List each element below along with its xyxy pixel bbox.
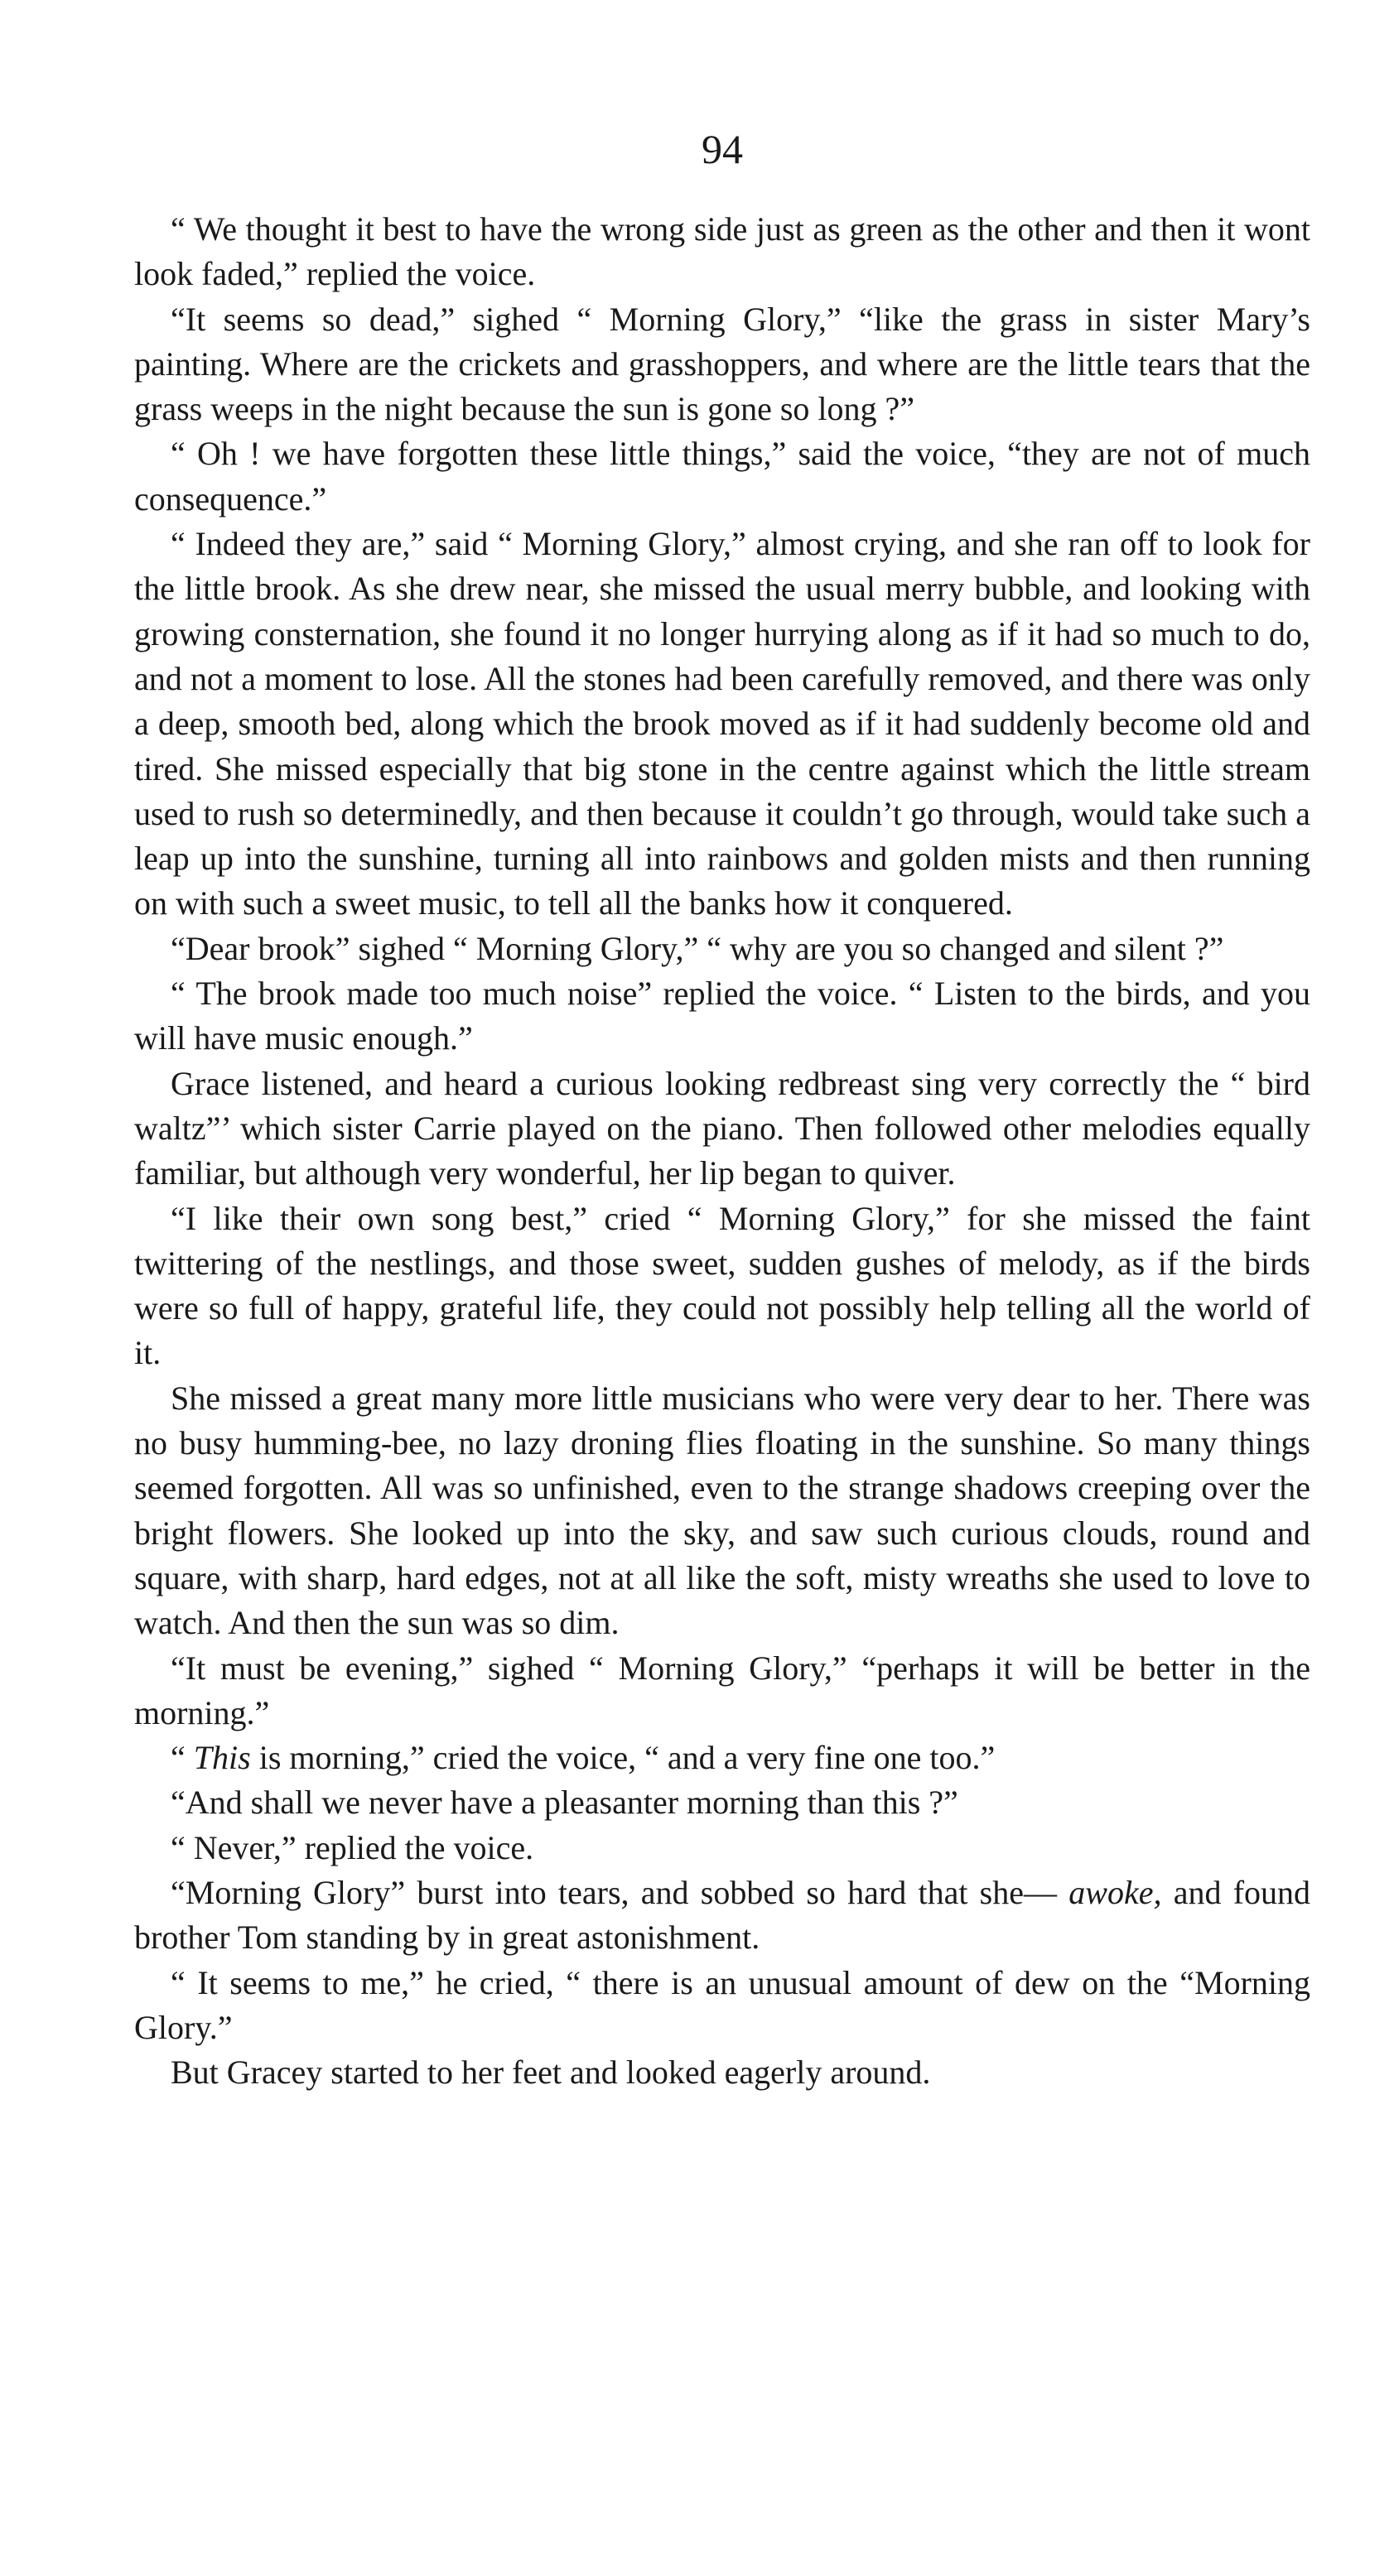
paragraph-12: “ Never,” replied the voice. — [171, 1828, 534, 1866]
paragraph-4: “ Indeed they are,” said “ Morning Glory,” almost crying, and she ran off to look for the little brook. As she drew near, she missed the usual merry bubble, and looking with growing consternation, she found it no longer hurrying along as if it had so much to do, and not a moment to lose. All the stones had been carefully removed, and there was only a deep, smooth bed, along which the brook moved as if it had suddenly become old and tired. She missed especially that big stone in the centre against which the little stream used to rush so determinedly, and then because it couldn’t go through, would take such a leap up into the sunshine, turning all into rainbows and golden mists and then running on with such a sweet music, to tell all the banks how it conquered. — [134, 525, 1310, 922]
paragraph-2: “It seems so dead,” sighed “ Morning Glory,” “like the grass in sister Mary’s painting. Where are the crickets and grasshoppers, and where are the little tears that the grass weeps in the night because the sun is gone so long ?” — [134, 300, 1310, 428]
paragraph-3: “ Oh ! we have forgotten these little things,” said the voice, “they are not of much consequence.” — [134, 435, 1310, 518]
italic-word-awoke: awoke, — [1068, 1873, 1162, 1911]
paragraph-9: She missed a great many more little musicians who were very dear to her. There was no busy humming-bee, no lazy droning flies floating in the sunshine. So many things seemed forgotten. All was so unfinished, even to the strange shadows creeping over the bright flowers. She looked up into the sky, and saw such curious clouds, round and square, with sharp, hard edges, not at all like the soft, misty wreaths she used to love to watch. And then the sun was so dim. — [134, 1379, 1310, 1642]
paragraph-11: “And shall we never have a pleasanter morning than this ?” — [171, 1784, 958, 1822]
paragraph-14: “ It seems to me,” he cried, “ there is an unusual amount of dew on the “Morning Glory.” — [134, 1963, 1310, 2046]
italic-word: This — [193, 1739, 251, 1777]
paragraph-7: Grace listened, and heard a curious looking redbreast sing very correctly the “ bird waltz”’ which sister Carrie played on the piano. Then followed other melodies equally familiar, but although very wonderful, her lip began to quiver. — [134, 1064, 1310, 1192]
paragraph-this-is-morning — [134, 1736, 1310, 1780]
paragraph-5: “Dear brook” sighed “ Morning Glory,” “ why are you so changed and silent ?” — [171, 929, 1224, 967]
paragraph-rest: and found brother Tom standing by in great astonishment. — [134, 1873, 1311, 1957]
paragraph-1: “ We thought it best to have the wrong side just as green as the other and then it wont look faded,” replied the voice. — [134, 210, 1310, 293]
open-quote: “ — [171, 1739, 194, 1777]
paragraph-rest: is morning,” cried the voice, “ and a very fine one too.” — [250, 1739, 996, 1777]
paragraph-burst-into-tears — [134, 1871, 1310, 1961]
paragraph-10: “It must be evening,” sighed “ Morning Glory,” “perhaps it will be better in the morning.” — [134, 1649, 1310, 1731]
paragraph-start: “Morning Glory” burst into tears, and sobbed so hard that she— — [171, 1873, 1058, 1911]
page-number: 94 — [702, 126, 743, 172]
book-page — [134, 124, 1310, 2095]
paragraph-15: But Gracey started to her feet and looked eagerly around. — [171, 2054, 931, 2092]
paragraph-6: “ The brook made too much noise” replied the voice. “ Listen to the birds, and you will have music enough.” — [134, 975, 1310, 1057]
paragraph-8: “I like their own song best,” cried “ Morning Glory,” for she missed the faint twittering of the nestlings, and those sweet, sudden gushes of melody, as if the birds were so full of happy, grateful life, they could not possibly help telling all the world of it. — [134, 1199, 1310, 1372]
